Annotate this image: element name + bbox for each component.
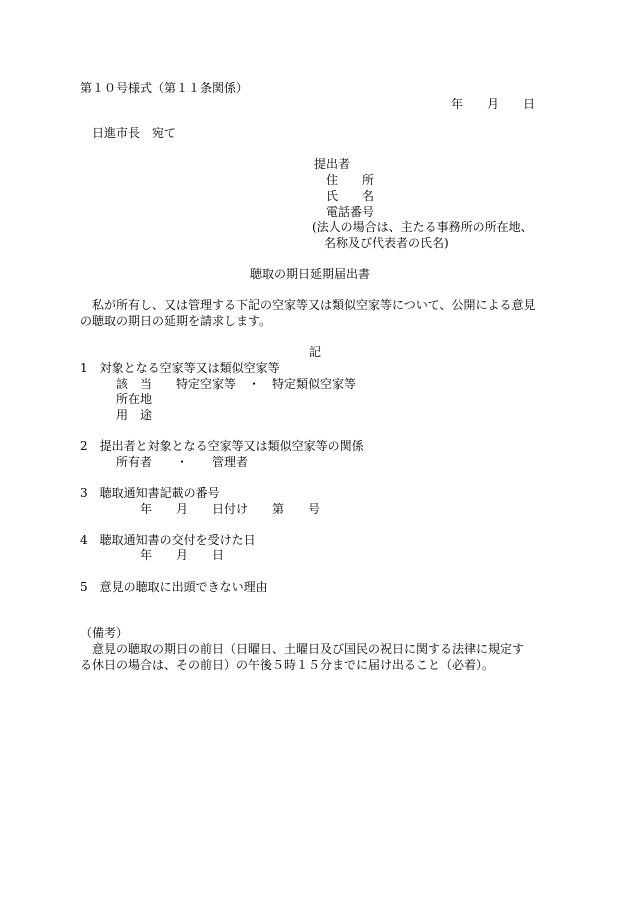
item-4-detail: 年 月 日 — [140, 548, 225, 562]
addressee: 日進市長 宛て — [92, 126, 177, 140]
item-3-heading: 3 聴取通知書記載の番号 — [80, 486, 220, 500]
remarks-line2: る休日の場合は、その前日）の午後５時１５分までに届け出ること（必着）。 — [80, 658, 495, 672]
item-1-heading: 1 対象となる空家等又は類似空家等 — [80, 361, 280, 375]
item-1-location: 所在地 — [116, 392, 153, 406]
document-title: 聴取の期日延期届出書 — [250, 267, 371, 281]
submitter-address-label: 住 所 — [326, 173, 375, 187]
item-2-heading: 2 提出者と対象となる空家等又は類似空家等の関係 — [80, 439, 364, 453]
item-1-usage: 用 途 — [116, 408, 153, 422]
item-2-relation: 所有者 ・ 管理者 — [116, 455, 249, 469]
date-line: 年 月 日 — [451, 97, 536, 111]
submitter-heading: 提出者 — [314, 157, 351, 171]
remarks-heading: （備考） — [80, 626, 129, 640]
item-3-detail: 年 月 日付け 第 号 — [140, 502, 321, 516]
submitter-note-line2: 名称及び代表者の氏名) — [324, 236, 449, 250]
remarks-line1: 意見の聴取の期日の前日（日曜日、土曜日及び国民の祝日に関する法律に規定す — [92, 642, 525, 656]
item-4-heading: 4 聴取通知書の交付を受けた日 — [80, 533, 256, 547]
request-body-line1: 私が所有し、又は管理する下記の空家等又は類似空家等について、公開による意見 — [92, 298, 536, 312]
submitter-note-line1: (法人の場合は、主たる事務所の所在地、 — [312, 220, 533, 234]
item-5-heading: 5 意見の聴取に出頭できない理由 — [80, 580, 268, 594]
request-body-line2: の聴取の期日の延期を請求します。 — [80, 314, 272, 328]
item-1-applicable: 該 当 特定空家等 ・ 特定類似空家等 — [116, 377, 357, 391]
form-number: 第１０号様式（第１１条関係） — [80, 81, 249, 95]
submitter-name-label: 氏 名 — [326, 189, 375, 203]
ki-heading: 記 — [309, 345, 322, 359]
submitter-phone-label: 電話番号 — [326, 205, 375, 219]
